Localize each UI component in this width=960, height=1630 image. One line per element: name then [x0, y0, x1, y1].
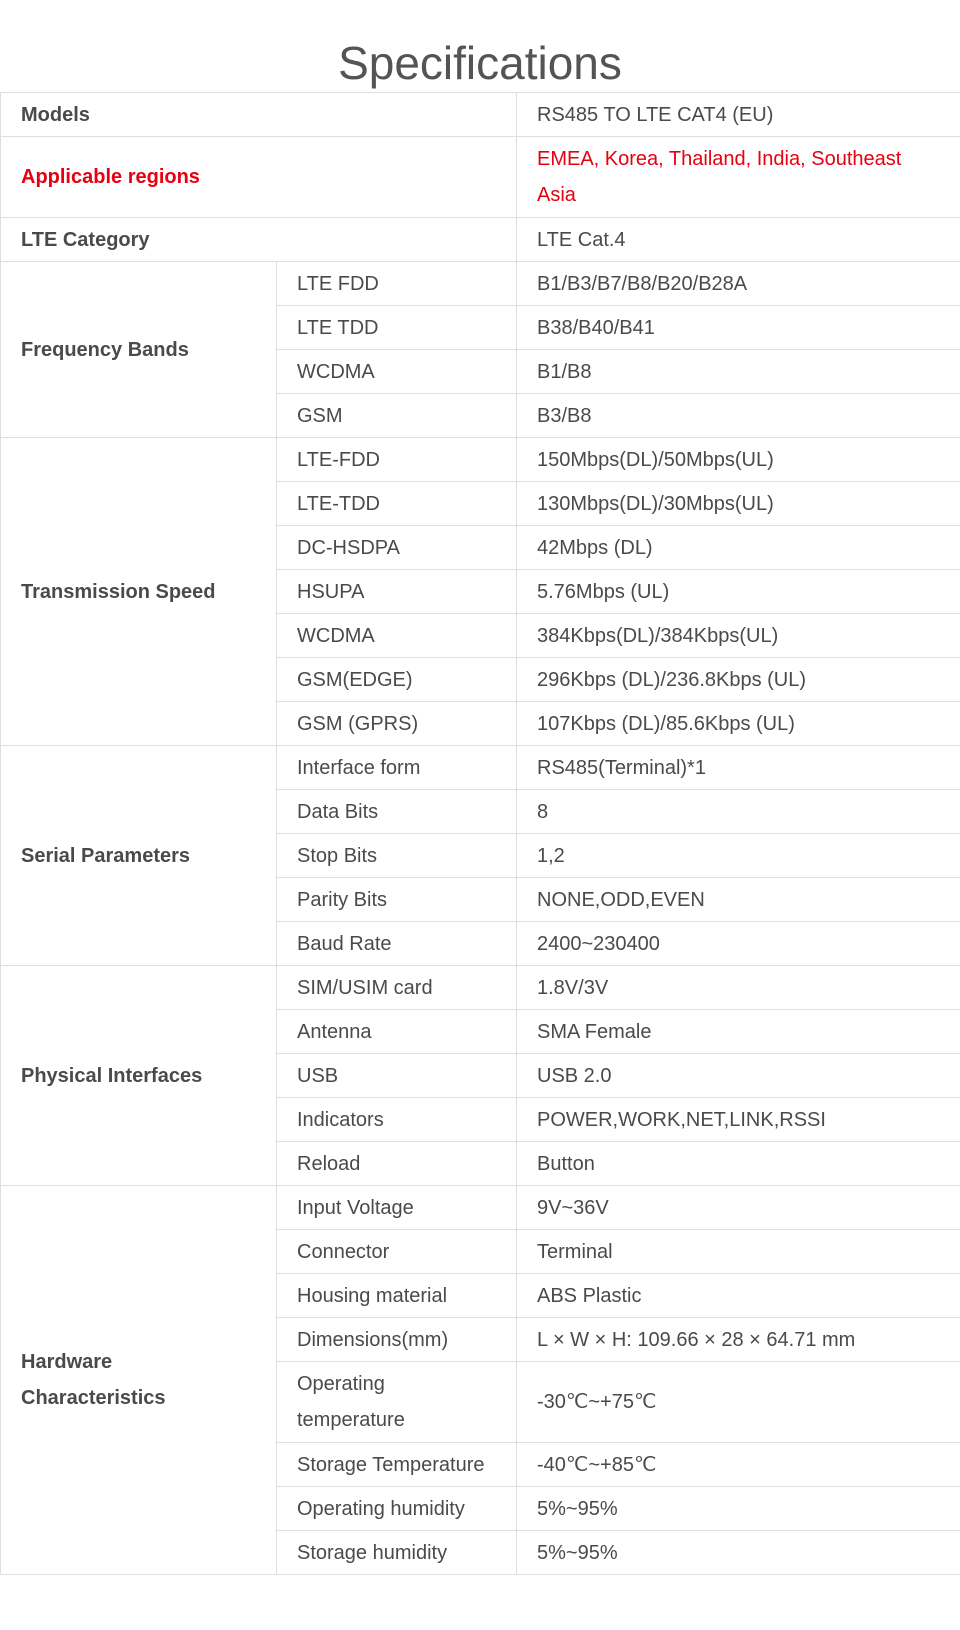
spec-param: DC-HSDPA — [277, 526, 517, 570]
spec-value: 107Kbps (DL)/85.6Kbps (UL) — [517, 702, 960, 746]
spec-param: Interface form — [277, 746, 517, 790]
spec-value: RS485 TO LTE CAT4 (EU) — [517, 93, 960, 137]
spec-param: Operating humidity — [277, 1487, 517, 1531]
spec-row — [1, 966, 960, 1010]
page-title: Specifications — [338, 36, 622, 89]
spec-value: B38/B40/B41 — [517, 306, 960, 350]
spec-param: Storage humidity — [277, 1531, 517, 1575]
spec-row — [1, 438, 960, 482]
spec-value: 2400~230400 — [517, 922, 960, 966]
spec-param: Operating temperature — [277, 1362, 517, 1443]
spec-value: ABS Plastic — [517, 1274, 960, 1318]
spec-value: 5%~95% — [517, 1487, 960, 1531]
spec-label: LTE Category — [1, 218, 517, 262]
spec-value: 1,2 — [517, 834, 960, 878]
spec-row — [1, 746, 960, 790]
spec-param: Housing material — [277, 1274, 517, 1318]
spec-value: 5.76Mbps (UL) — [517, 570, 960, 614]
spec-param: Reload — [277, 1142, 517, 1186]
spec-param: WCDMA — [277, 350, 517, 394]
spec-param: LTE FDD — [277, 262, 517, 306]
spec-value: Terminal — [517, 1230, 960, 1274]
spec-value: LTE Cat.4 — [517, 218, 960, 262]
spec-value: 1.8V/3V — [517, 966, 960, 1010]
spec-value: 42Mbps (DL) — [517, 526, 960, 570]
spec-param: GSM(EDGE) — [277, 658, 517, 702]
spec-value: -30℃~+75℃ — [517, 1362, 960, 1443]
spec-param: SIM/USIM card — [277, 966, 517, 1010]
group-label-physical-interfaces: Physical Interfaces — [1, 966, 277, 1186]
spec-value: 5%~95% — [517, 1531, 960, 1575]
spec-value: Button — [517, 1142, 960, 1186]
spec-row — [1, 262, 960, 306]
spec-value: EMEA, Korea, Thailand, India, Southeast Asia — [517, 137, 960, 218]
spec-label: Models — [1, 93, 517, 137]
spec-param: Baud Rate — [277, 922, 517, 966]
spec-value: B3/B8 — [517, 394, 960, 438]
spec-param: Stop Bits — [277, 834, 517, 878]
spec-value: 8 — [517, 790, 960, 834]
spec-value: POWER,WORK,NET,LINK,RSSI — [517, 1098, 960, 1142]
spec-param: WCDMA — [277, 614, 517, 658]
spec-value: 150Mbps(DL)/50Mbps(UL) — [517, 438, 960, 482]
group-label-transmission-speed: Transmission Speed — [1, 438, 277, 746]
spec-value: B1/B3/B7/B8/B20/B28A — [517, 262, 960, 306]
spec-value: USB 2.0 — [517, 1054, 960, 1098]
spec-value: SMA Female — [517, 1010, 960, 1054]
spec-param: Data Bits — [277, 790, 517, 834]
specifications-table — [0, 92, 960, 1575]
spec-value: B1/B8 — [517, 350, 960, 394]
spec-value: NONE,ODD,EVEN — [517, 878, 960, 922]
spec-param: Parity Bits — [277, 878, 517, 922]
spec-row — [1, 1186, 960, 1230]
spec-param: GSM (GPRS) — [277, 702, 517, 746]
spec-row-models — [1, 93, 960, 137]
spec-param: USB — [277, 1054, 517, 1098]
spec-value: RS485(Terminal)*1 — [517, 746, 960, 790]
spec-param: GSM — [277, 394, 517, 438]
spec-row-regions — [1, 137, 960, 218]
spec-param: Storage Temperature — [277, 1443, 517, 1487]
spec-param: Connector — [277, 1230, 517, 1274]
spec-param: Input Voltage — [277, 1186, 517, 1230]
spec-value: 296Kbps (DL)/236.8Kbps (UL) — [517, 658, 960, 702]
group-label-hardware-characteristics: Hardware Characteristics — [1, 1186, 277, 1575]
group-label-frequency-bands: Frequency Bands — [1, 262, 277, 438]
spec-row-lte-category — [1, 218, 960, 262]
spec-param: Antenna — [277, 1010, 517, 1054]
spec-value: -40℃~+85℃ — [517, 1443, 960, 1487]
spec-label: Applicable regions — [1, 137, 517, 218]
spec-value: 9V~36V — [517, 1186, 960, 1230]
spec-value: 130Mbps(DL)/30Mbps(UL) — [517, 482, 960, 526]
spec-param: Dimensions(mm) — [277, 1318, 517, 1362]
spec-param: LTE-TDD — [277, 482, 517, 526]
spec-param: Indicators — [277, 1098, 517, 1142]
spec-param: LTE-FDD — [277, 438, 517, 482]
spec-param: HSUPA — [277, 570, 517, 614]
spec-param: LTE TDD — [277, 306, 517, 350]
group-label-serial-parameters: Serial Parameters — [1, 746, 277, 966]
spec-value: L × W × H: 109.66 × 28 × 64.71 mm — [517, 1318, 960, 1362]
spec-value: 384Kbps(DL)/384Kbps(UL) — [517, 614, 960, 658]
